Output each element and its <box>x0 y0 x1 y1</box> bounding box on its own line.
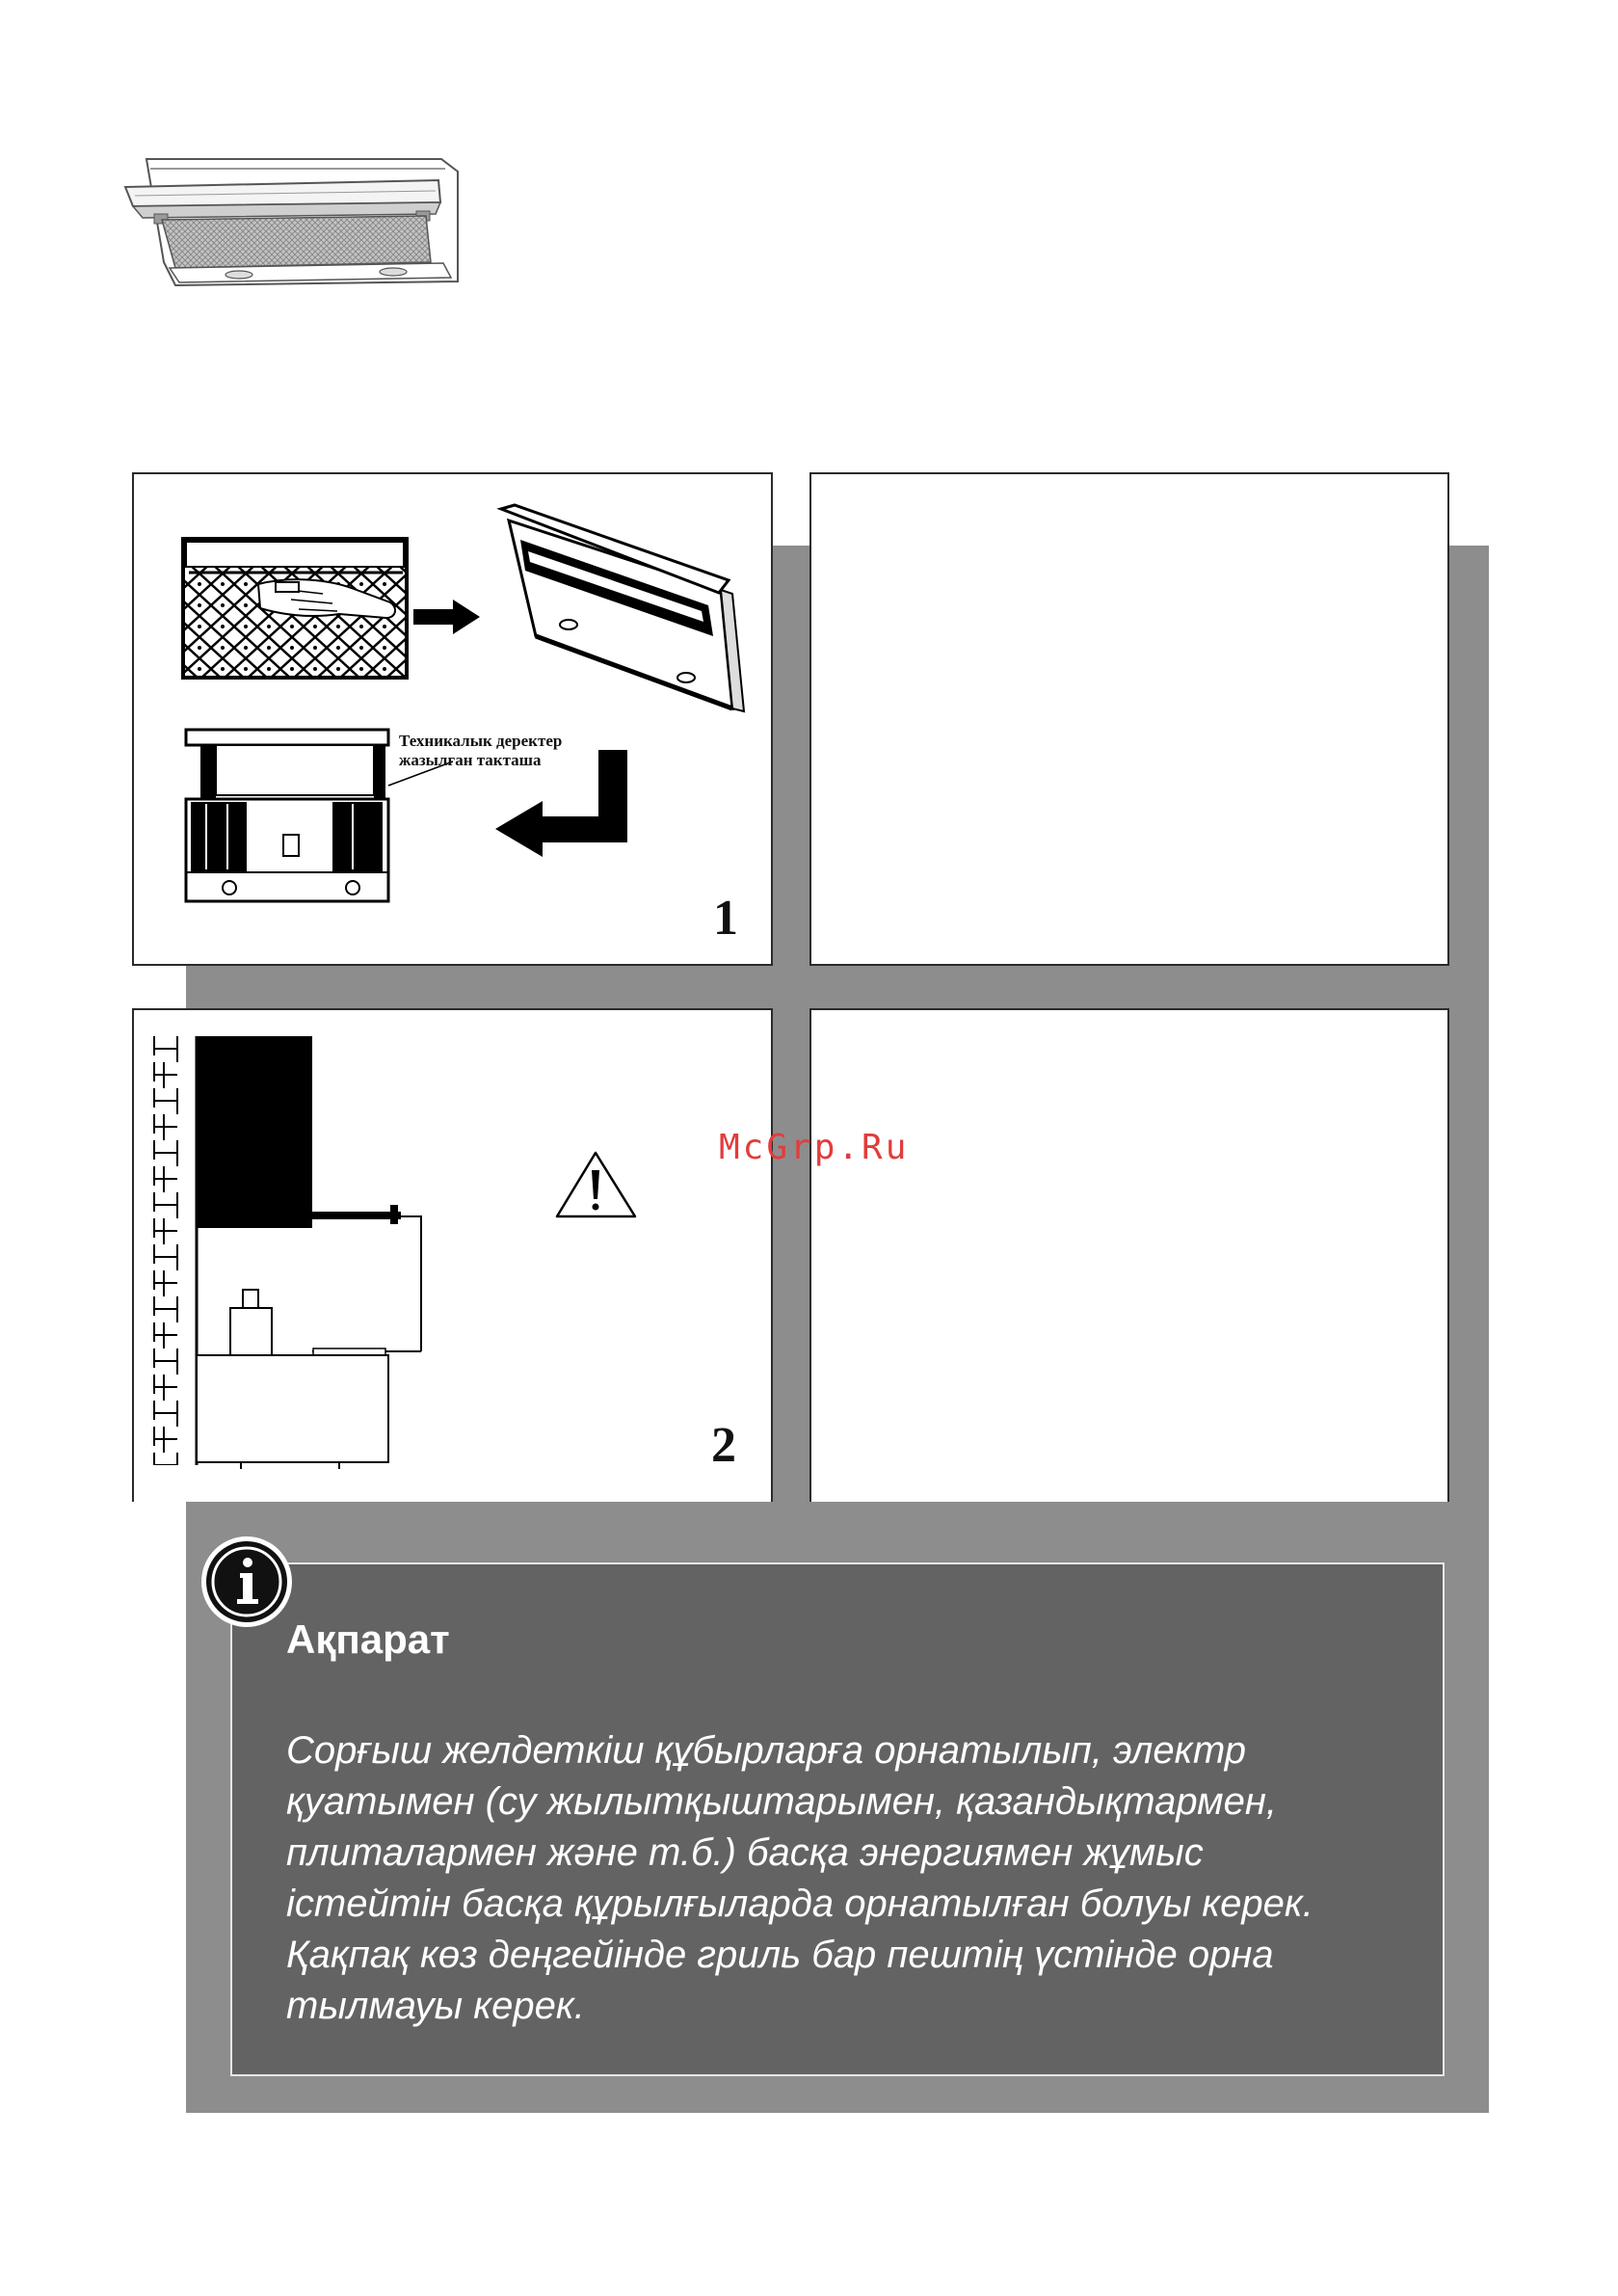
cooking-pot <box>230 1308 272 1355</box>
rating-plate-callout-line-1: Техникалык деректер <box>399 732 563 750</box>
hood-perspective-illustration <box>501 505 744 711</box>
rating-plate-callout-line-2: жазылган такташа <box>399 751 542 769</box>
cooker <box>197 1355 388 1462</box>
watermark: McGrp.Ru <box>719 1128 910 1167</box>
hood-slide-bar <box>312 1212 401 1219</box>
info-icon <box>201 1536 292 1627</box>
filter-removal-illustration <box>183 539 407 678</box>
info-title: Ақпарат <box>286 1616 450 1662</box>
info-line: қуатымен (су жылытқыштарымен, қазандықтармен, <box>286 1780 1277 1823</box>
info-body <box>286 1725 1433 2032</box>
info-line: тылмауы керек. <box>286 1985 585 2027</box>
arrow-right-icon <box>413 600 480 634</box>
info-line: Қақпақ көз деңгейінде гриль бар пештің үстінде орна <box>286 1934 1274 1976</box>
warning-triangle-icon <box>557 1153 635 1216</box>
figure-number-2: 2 <box>711 1418 736 1473</box>
wall-cabinet <box>197 1036 312 1228</box>
info-line: плиталармен және т.б.) басқа энергиямен жұмыс <box>286 1831 1204 1874</box>
rating-plate <box>283 835 299 856</box>
info-line: Сорғыш желдеткіш құбырларға орнатылып, электр <box>286 1729 1247 1772</box>
info-line: істейтін басқа құрылғыларда орнатылған болуы керек. <box>286 1882 1313 1925</box>
brick-wall <box>154 1036 197 1465</box>
range-hood-icon <box>125 159 458 285</box>
figure-number-1: 1 <box>713 891 738 946</box>
installation-side-view-illustration <box>154 1036 421 1469</box>
